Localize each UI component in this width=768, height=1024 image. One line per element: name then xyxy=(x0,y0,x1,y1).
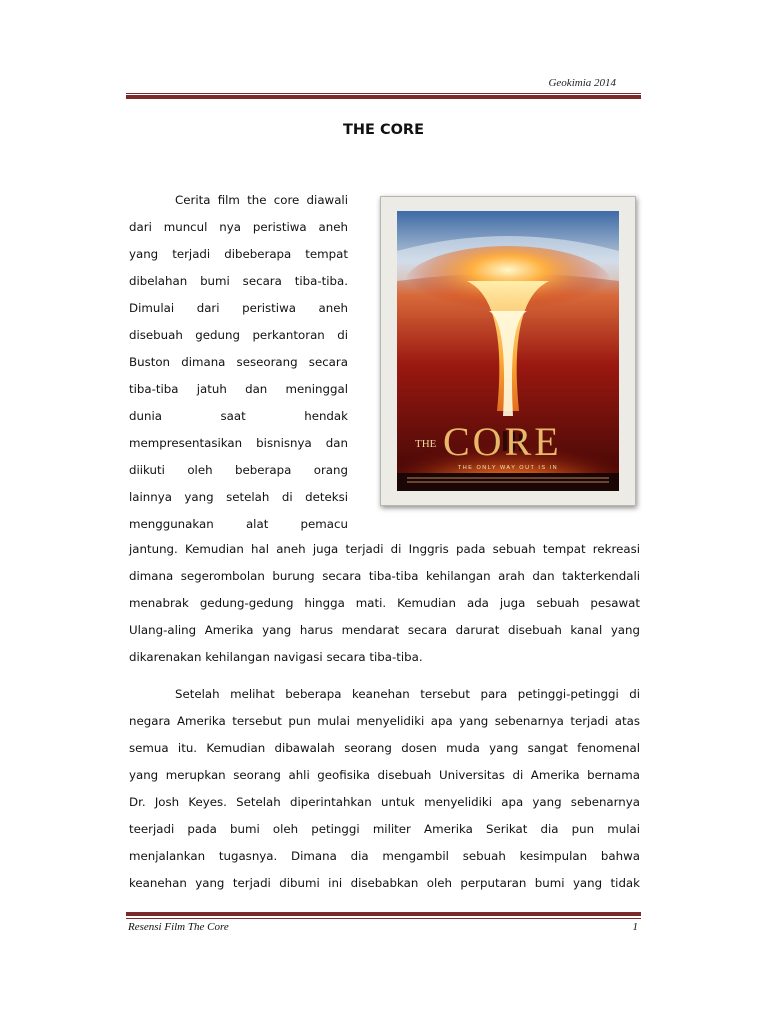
text-line: dimana segerombolan burung secara tiba-tiba kehilangan arah dan takterkendali xyxy=(129,569,640,583)
text-line: Cerita film the core diawali xyxy=(175,193,348,207)
paragraph-2 xyxy=(129,681,640,897)
text-line: lainnya yang setelah di deteksi xyxy=(129,490,348,504)
poster-the-word: THE xyxy=(415,438,437,450)
footer-document-name: Resensi Film The Core xyxy=(128,921,229,933)
text-line: keanehan yang terjadi dibumi ini disebabkan oleh perputaran bumi yang tidak xyxy=(129,876,640,890)
poster-artwork xyxy=(397,211,619,491)
text-line: Ulang-aling Amerika yang harus mendarat secara darurat disebuah kanal yang xyxy=(129,623,640,637)
text-line: Dimulai dari peristiwa aneh xyxy=(129,301,348,315)
text-line: dikarenakan kehilangan navigasi secara tiba-tiba. xyxy=(129,650,423,664)
text-line: disebuah gedung perkantoran di xyxy=(129,328,348,342)
text-line: dunia saat hendak xyxy=(129,409,348,423)
text-line: menggunakan alat pemacu xyxy=(129,517,348,531)
text-line: menjalankan tugasnya. Dimana dia mengambil sebuah kesimpulan bahwa xyxy=(129,849,640,863)
header-label: Geokimia 2014 xyxy=(548,77,616,89)
poster-core-word: CORE xyxy=(443,419,562,464)
header-rule-thick xyxy=(126,95,641,99)
paragraph-1-full-width xyxy=(129,536,640,671)
footer-rule-thick xyxy=(126,912,641,916)
text-line: Setelah melihat beberapa keanehan tersebut para petinggi-petinggi di xyxy=(175,687,640,701)
text-line: mempresentasikan bisnisnya dan xyxy=(129,436,348,450)
text-line: yang terjadi dibeberapa tempat xyxy=(129,247,348,261)
text-line: negara Amerika tersebut pun mulai menyelidiki apa yang sebenarnya terjadi atas xyxy=(129,714,640,728)
movie-poster-image xyxy=(397,211,619,491)
document-title: THE CORE xyxy=(342,122,425,138)
text-line: menabrak gedung-gedung hingga mati. Kemudian ada juga sebuah pesawat xyxy=(129,596,640,610)
movie-poster-frame xyxy=(380,196,636,506)
text-line: Dr. Josh Keyes. Setelah diperintahkan untuk menyelidiki apa yang sebenarnya xyxy=(129,795,640,809)
paragraph-1-wrapped xyxy=(129,187,348,538)
page-number: 1 xyxy=(632,921,638,933)
text-line: dibelahan bumi secara tiba-tiba. xyxy=(129,274,348,288)
text-line: Buston dimana seseorang secara xyxy=(129,355,348,369)
text-line: yang merupkan seorang ahli geofisika disebuah Universitas di Amerika bernama xyxy=(129,768,640,782)
footer-rule-thin xyxy=(126,918,641,919)
text-line: diikuti oleh beberapa orang xyxy=(129,463,348,477)
header-rule-thin xyxy=(126,93,641,94)
text-line: teerjadi pada bumi oleh petinggi militer Amerika Serikat dia pun mulai xyxy=(129,822,640,836)
text-line: dari muncul nya peristiwa aneh xyxy=(129,220,348,234)
text-line: jantung. Kemudian hal aneh juga terjadi di Inggris pada sebuah tempat rekreasi xyxy=(129,542,640,556)
text-line: semua itu. Kemudian dibawalah seorang dosen muda yang sangat fenomenal xyxy=(129,741,640,755)
poster-tagline: THE ONLY WAY OUT IS IN xyxy=(457,465,559,471)
text-line: tiba-tiba jatuh dan meninggal xyxy=(129,382,348,396)
